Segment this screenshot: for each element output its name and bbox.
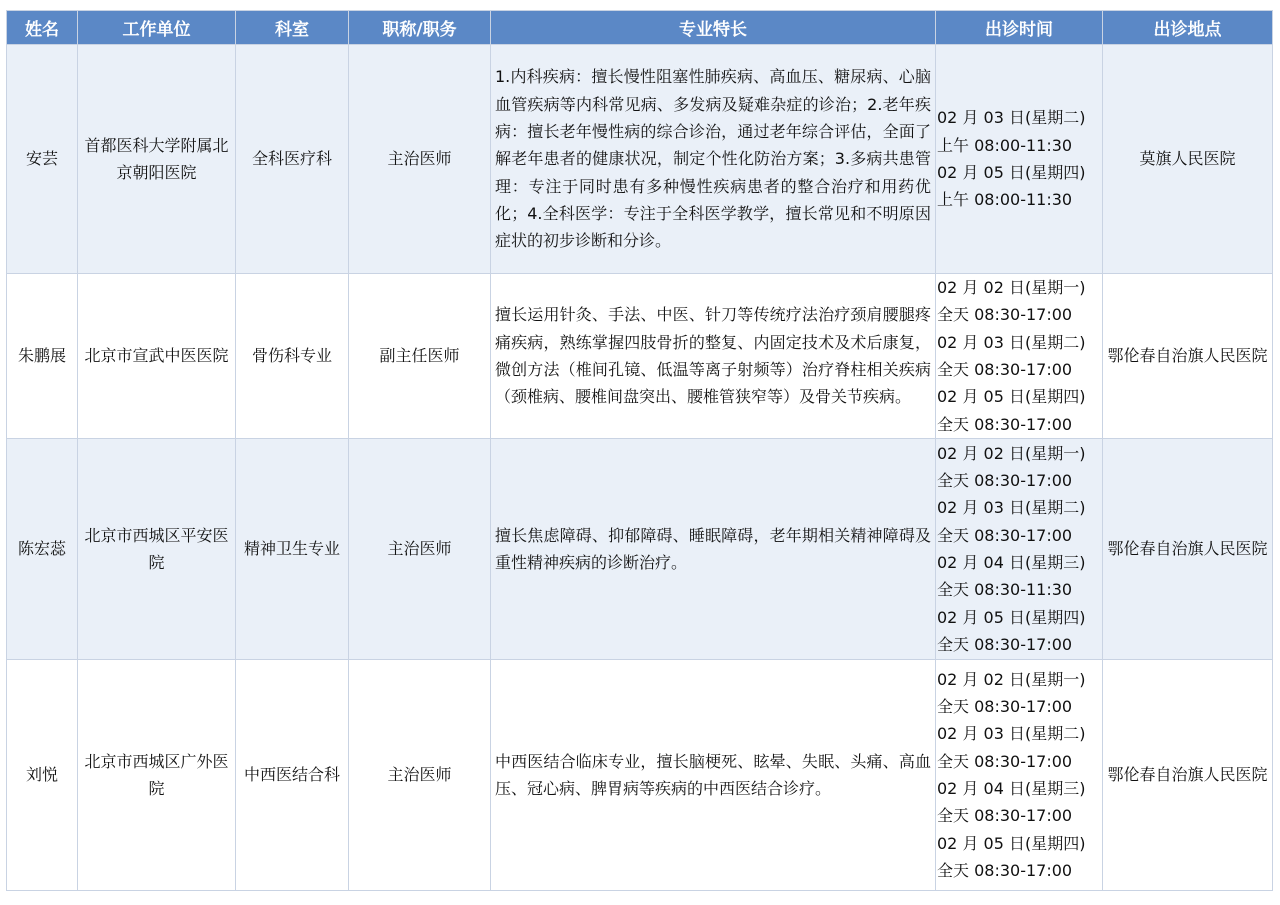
header-dept: 科室 [236,11,349,45]
clinic-location: 鄂伦春自治旗人民医院 [1103,274,1273,439]
doctor-unit: 首都医科大学附属北京朝阳医院 [78,45,236,274]
clinic-hours: 上午 08:00-11:30 [937,135,1073,155]
clinic-times [936,274,1103,439]
table-row [7,274,1273,439]
clinic-date: 02 月 05 日(星期四) [937,163,1086,182]
clinic-location: 莫旗人民医院 [1103,45,1273,274]
clinic-date: 02 月 03 日(星期二) [937,108,1086,128]
doctor-title: 副主任医师 [349,274,491,439]
table-row [7,45,1273,274]
clinic-date: 02 月 04 日(星期三) [937,553,1086,572]
clinic-hours: 全天 08:30-11:30 [937,580,1073,600]
doctor-name: 刘悦 [7,660,78,891]
table-row [7,439,1273,660]
doctor-title: 主治医师 [349,45,491,274]
doctor-dept: 中西医结合科 [236,660,349,891]
doctor-unit: 北京市西城区广外医院 [78,660,236,891]
doctor-title: 主治医师 [349,439,491,660]
clinic-date: 02 月 02 日(星期一) [937,443,1086,463]
clinic-date: 02 月 03 日(星期二) [937,332,1086,352]
clinic-date: 02 月 02 日(星期一) [937,278,1086,298]
clinic-date: 02 月 05 日(星期四) [937,833,1086,853]
clinic-hours: 全天 08:30-17:00 [937,751,1073,771]
clinic-hours: 全天 08:30-17:00 [937,360,1073,379]
clinic-hours: 全天 08:30-17:00 [937,414,1073,434]
clinic-hours: 全天 08:30-17:00 [937,697,1073,717]
clinic-hours: 全天 08:30-17:00 [937,634,1073,654]
doctor-specialty: 擅长运用针灸、手法、中医、针刀等传统疗法治疗颈肩腰腿疼痛疾病，熟练掌握四肢骨折的整复、内固定技术及术后康复，微创方法（椎间孔镜、低温等离子射频等）治疗脊柱相关疾病（颈椎病、腰椎间盘突出、腰椎管狭窄等）及骨关节疾病。 [491,274,936,439]
clinic-times [936,45,1103,274]
clinic-hours: 全天 08:30-17:00 [937,305,1073,325]
header-name: 姓名 [7,11,78,45]
clinic-date: 02 月 03 日(星期二) [937,498,1086,518]
doctor-specialty: 擅长焦虑障碍、抑郁障碍、睡眠障碍，老年期相关精神障碍及重性精神疾病的诊断治疗。 [491,439,936,660]
doctor-name: 陈宏蕊 [7,439,78,660]
table-row [7,660,1273,891]
clinic-date: 02 月 04 日(星期三) [937,779,1086,798]
doctor-name: 朱鹏展 [7,274,78,439]
doctor-title: 主治医师 [349,660,491,891]
clinic-location: 鄂伦春自治旗人民医院 [1103,660,1273,891]
header-location: 出诊地点 [1103,11,1273,45]
doctor-unit: 北京市宣武中医医院 [78,274,236,439]
header-unit: 工作单位 [78,11,236,45]
clinic-hours: 全天 08:30-17:00 [937,471,1073,491]
header-times: 出诊时间 [936,11,1103,45]
header-row [7,11,1273,45]
doctor-dept: 精神卫生专业 [236,439,349,660]
doctor-specialty: 中西医结合临床专业，擅长脑梗死、眩晕、失眠、头痛、高血压、冠心病、脾胃病等疾病的中西医结合诊疗。 [491,660,936,891]
doctor-dept: 全科医疗科 [236,45,349,274]
clinic-hours: 全天 08:30-17:00 [937,860,1073,880]
doctor-dept: 骨伤科专业 [236,274,349,439]
clinic-times [936,660,1103,891]
clinic-date: 02 月 03 日(星期二) [937,724,1086,744]
clinic-date: 02 月 05 日(星期四) [937,607,1086,627]
doctor-name: 安芸 [7,45,78,274]
clinic-hours: 全天 08:30-17:00 [937,525,1073,545]
doctor-specialty: 1.内科疾病：擅长慢性阻塞性肺疾病、高血压、糖尿病、心脑血管疾病等内科常见病、多发病及疑难杂症的诊治；2.老年疾病：擅长老年慢性病的综合诊治，通过老年综合评估，全面了解老年患者的健康状况，制定个性化防治方案；3.多病共患管理：专注于同时患有多种慢性疾病患者的整合治疗和用药优化；4.全科医学：专注于全科医学教学，擅长常见和不明原因症状的初步诊断和分诊。 [491,45,936,274]
clinic-location: 鄂伦春自治旗人民医院 [1103,439,1273,660]
clinic-hours: 全天 08:30-17:00 [937,806,1073,826]
doctor-schedule-table [6,10,1273,891]
doctor-unit: 北京市西城区平安医院 [78,439,236,660]
clinic-times [936,439,1103,660]
clinic-hours: 上午 08:00-11:30 [937,190,1073,210]
clinic-date: 02 月 02 日(星期一) [937,669,1086,689]
header-specialty: 专业特长 [491,11,936,45]
clinic-date: 02 月 05 日(星期四) [937,387,1086,407]
header-title: 职称/职务 [349,11,491,45]
